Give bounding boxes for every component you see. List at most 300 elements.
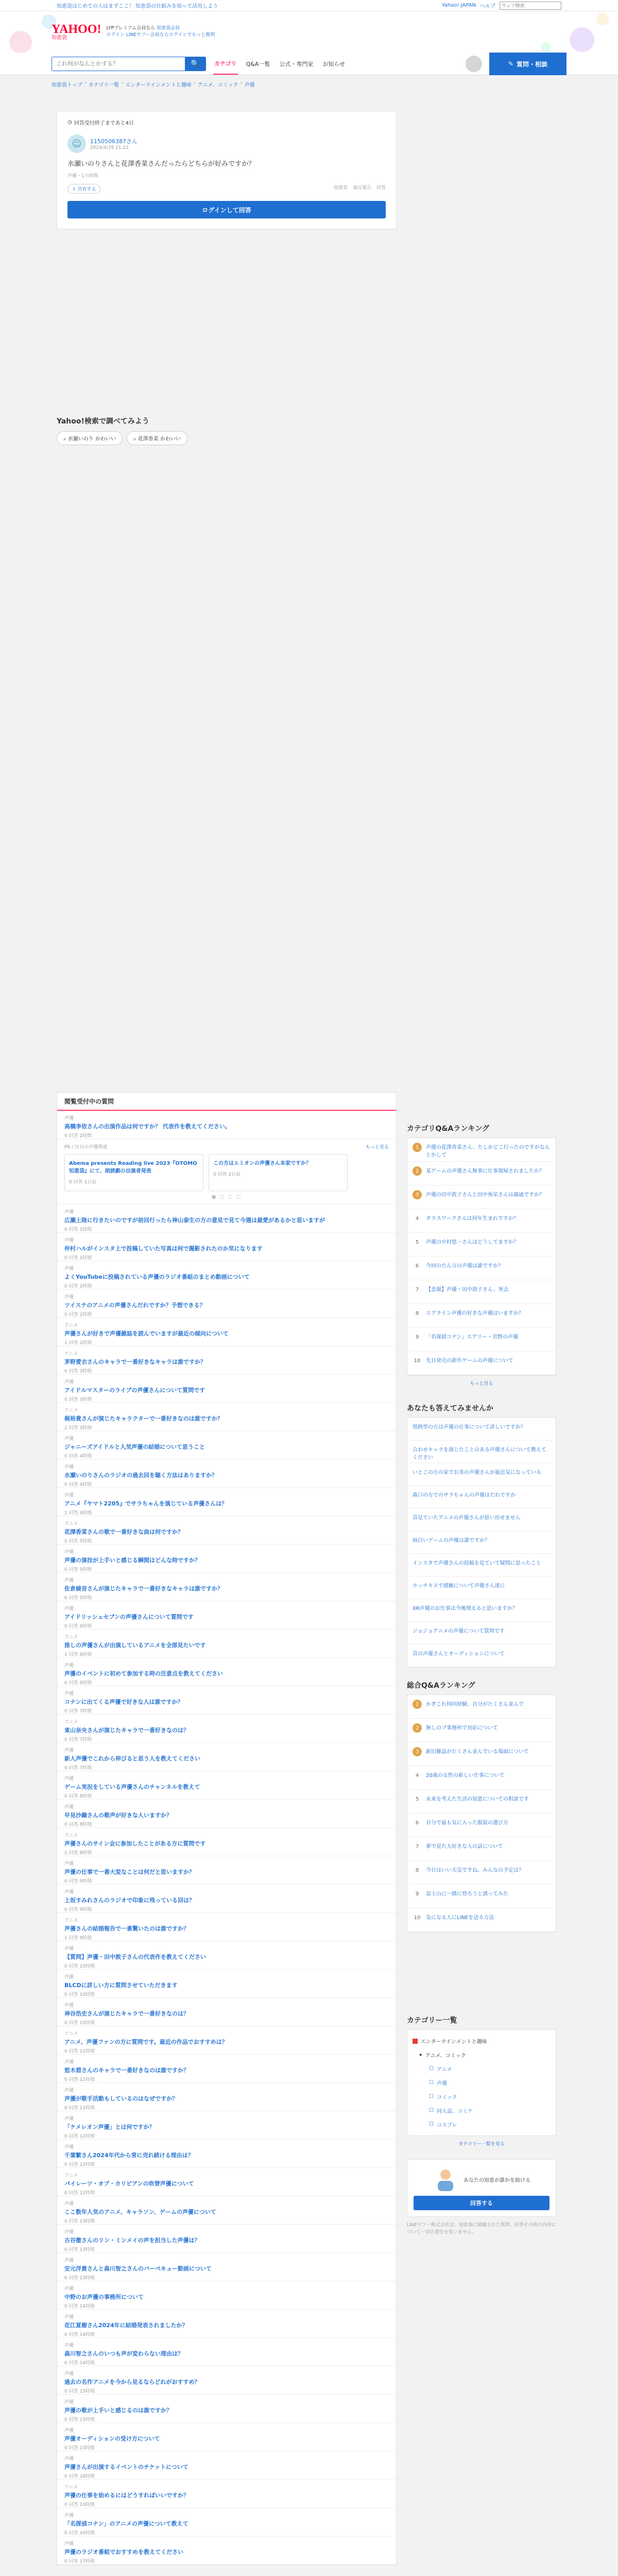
tab-official-experts[interactable]: 公式・専門家 bbox=[279, 61, 314, 67]
question-item-title[interactable]: 声優さんが出演するイベントのチケットについて bbox=[64, 2464, 188, 2470]
carousel-card[interactable] bbox=[64, 1154, 203, 1191]
ask-question-button[interactable] bbox=[489, 53, 566, 75]
question-item-meta: 0 回答 7時間 bbox=[64, 1737, 92, 1742]
question-item-meta: 0 回答 10時間 bbox=[64, 1992, 95, 1997]
question-item-category: アニメ bbox=[64, 2485, 78, 2490]
search-icon: ⌕ bbox=[133, 436, 136, 442]
list-item[interactable] bbox=[57, 2536, 396, 2565]
category-list-more-link[interactable]: カテゴリー一覧を見る bbox=[458, 2142, 505, 2147]
pr-carousel bbox=[57, 1139, 396, 1205]
list-item[interactable] bbox=[57, 1715, 396, 1743]
list-item[interactable] bbox=[57, 2225, 396, 2253]
category-label: コミック bbox=[436, 2095, 457, 2100]
question-item-meta: 0 回答 2時間 bbox=[64, 1284, 92, 1289]
question-item-meta: 1 回答 9時間 bbox=[64, 1936, 92, 1941]
ranking-item-title[interactable]: タラスワークさんは何年生まれですか？ bbox=[426, 1216, 519, 1222]
list-item[interactable] bbox=[57, 2423, 396, 2451]
top-right-links bbox=[442, 2, 561, 10]
question-item-meta: 1 回答 6時間 bbox=[64, 1652, 92, 1657]
answer-suggest-item[interactable]: 昔見ていたアニメの声優さんが思い出せません bbox=[407, 1509, 556, 1531]
ranking-item-title[interactable]: 今日はいい天気ですね、みんなの予定は？ bbox=[426, 1868, 524, 1873]
yahoo-chiebukuro-logo[interactable] bbox=[52, 23, 101, 41]
question-item-title[interactable]: ジャニーズアイドルと人気声優の結婚について思うこと bbox=[64, 1444, 205, 1450]
question-item-title[interactable]: 花澤香菜さんの歌で一番好きな曲は何ですか？ bbox=[64, 1529, 183, 1535]
first-time-notice-link[interactable]: 知恵袋はじめての人はまずここ！ 知恵袋の仕組みを知って活用しよう bbox=[57, 4, 218, 9]
rank-number: 2 bbox=[413, 1723, 422, 1733]
ranking-item[interactable] bbox=[407, 1138, 556, 1162]
ranking-item-title[interactable]: 声優の田中敦子さんと田中角栄さんは親戚ですか？ bbox=[426, 1192, 544, 1198]
login-to-answer-button[interactable]: ログインして回答 bbox=[67, 201, 386, 218]
question-item-title[interactable]: 声優さんが好きで声優雑誌を読んでいますが最近の傾向について bbox=[64, 1330, 229, 1337]
question-item-meta: 0 回答 1時間 bbox=[64, 1256, 92, 1261]
premium-promo bbox=[106, 25, 215, 39]
question-item-title[interactable]: 広瀬上陸に行きたいのですが前回行ったら神山泰生の方の意見で見て今週は最愛があるかと思いますが bbox=[64, 1217, 325, 1224]
question-item-title[interactable]: 過去の名作アニメを今から見るならどれがおすすめ？ bbox=[64, 2379, 200, 2385]
question-item-title[interactable]: 上坂すみれさんのラジオで印象に残っている回は？ bbox=[64, 1897, 195, 1904]
question-item-meta: 0 回答 5時間 bbox=[64, 1567, 92, 1572]
question-item-category: 声優 bbox=[64, 1295, 74, 1300]
ranking-item[interactable] bbox=[407, 1257, 556, 1280]
user-avatar[interactable] bbox=[466, 56, 482, 72]
question-item-title[interactable]: 声優が歌手活動もしているのはなぜですか？ bbox=[64, 2095, 178, 2102]
tab-notices[interactable]: お知らせ bbox=[322, 61, 345, 67]
question-item-meta: 0 回答 4時間 bbox=[64, 1454, 92, 1459]
answer-suggest-item[interactable]: 情熱型の方は声優の仕事について詳しいですか？ bbox=[407, 1418, 556, 1440]
list-item[interactable] bbox=[57, 1233, 396, 1261]
ranking-item[interactable] bbox=[407, 1185, 556, 1209]
rank-number: 7 bbox=[415, 1843, 419, 1850]
rank-number: 9 bbox=[415, 1334, 419, 1340]
question-item-category: 声優 bbox=[64, 2541, 74, 2547]
list-item[interactable] bbox=[57, 2111, 396, 2140]
ranking-item[interactable] bbox=[407, 1209, 556, 1233]
question-item-title[interactable]: 高橋李依さんの出演作品は何ですか？ 代表作を教えてください。 bbox=[64, 1123, 231, 1130]
question-item-title[interactable]: 推しの声優さんが出演しているアニメを全部見たいです bbox=[64, 1642, 206, 1649]
category-list-title: カテゴリー一覧 bbox=[407, 2016, 457, 2025]
answer-action[interactable]: 回答 bbox=[376, 185, 386, 191]
question-item-meta: 0 回答 5時間 bbox=[64, 1596, 92, 1601]
question-item-category: アニメ bbox=[64, 1521, 78, 1527]
ranking-item[interactable] bbox=[407, 1695, 556, 1719]
checkbox-icon: ☐ bbox=[429, 2080, 434, 2086]
question-item-title[interactable]: 花江夏樹さん2024年に結婚発表されましたか？ bbox=[64, 2322, 188, 2329]
answer-promo-box bbox=[407, 2159, 556, 2217]
question-item-title[interactable]: 早見沙織さんの歌声が好きな人いますか？ bbox=[64, 1812, 172, 1819]
search-icon: 🔍 bbox=[191, 60, 200, 68]
checkbox-icon: ☐ bbox=[429, 2066, 434, 2072]
question-item-category: 声優 bbox=[64, 2513, 74, 2518]
list-item[interactable] bbox=[57, 2281, 396, 2310]
question-item-category: 声優 bbox=[64, 1210, 74, 1215]
question-item-category: アニメ bbox=[64, 1635, 78, 1640]
list-item[interactable] bbox=[57, 1516, 396, 1545]
list-item[interactable] bbox=[57, 2338, 396, 2366]
ranking-item-title[interactable]: 今回のたん言の声優は誰ですか？ bbox=[426, 1263, 503, 1269]
list-item[interactable] bbox=[57, 1346, 396, 1375]
share-icon: ⇪ bbox=[72, 187, 76, 192]
category-item[interactable] bbox=[413, 2104, 551, 2117]
list-item[interactable] bbox=[57, 2395, 396, 2423]
question-item-category: 声優 bbox=[64, 1606, 74, 1612]
question-item-meta: 0 回答 10時間 bbox=[64, 2021, 95, 2026]
answer-suggest-item[interactable]: インスタで声優さんの投稿を見ていて疑問に思ったこと bbox=[407, 1554, 556, 1577]
list-item[interactable] bbox=[57, 2366, 396, 2395]
list-item[interactable] bbox=[57, 2026, 396, 2055]
answer-suggest-item[interactable]: 森口の方でのサラちゃんの声優はだれですか bbox=[407, 1486, 556, 1509]
question-item-meta: 0 回答 14時間 bbox=[64, 2332, 95, 2337]
report-action[interactable]: 違反報告 bbox=[352, 185, 371, 191]
search-chip[interactable] bbox=[57, 431, 123, 445]
breadcrumb-separator: › bbox=[193, 80, 196, 86]
list-item[interactable] bbox=[57, 1460, 396, 1488]
ranking-item-title[interactable]: 声優の花澤香菜さん、たしかどこ行ったのですがなんとかして bbox=[426, 1145, 550, 1158]
category-label: 同人誌、コミケ bbox=[436, 2109, 473, 2114]
question-item-category: 声優 bbox=[64, 2230, 74, 2235]
list-item[interactable] bbox=[57, 1743, 396, 1771]
question-search-input[interactable] bbox=[52, 61, 185, 67]
question-item-title[interactable]: アニメ『ヤマト2205』でサラちゃんを演じている声優さんは？ bbox=[64, 1500, 228, 1507]
pencil-icon: ✎ bbox=[508, 60, 514, 67]
list-item[interactable] bbox=[57, 2310, 396, 2338]
question-item-title[interactable]: 水瀬いのりさんのラジオの過去回を聴く方法はありますか？ bbox=[64, 1472, 217, 1479]
question-item-category: 声優 bbox=[64, 1975, 74, 1980]
category-ranking-more-link[interactable]: もっと見る bbox=[470, 1381, 493, 1386]
disclaimer-note: LINEヤフー株式会社は、知恵袋に掲載された質問、回答その他の内容について一切の責任を負いません。 bbox=[407, 2223, 556, 2235]
list-item[interactable] bbox=[57, 2253, 396, 2281]
ranking-item-title[interactable]: 声優の中村悠一さんはどうしてますか？ bbox=[426, 1240, 519, 1245]
answer-suggest-item[interactable]: 合わせキャラを演じたことのある声優さんについて教えてください bbox=[407, 1440, 556, 1463]
main-column bbox=[57, 111, 397, 229]
ranking-item[interactable] bbox=[407, 1328, 556, 1351]
search-icon: ⌕ bbox=[63, 436, 66, 442]
question-item-meta: 0 回答 15時間 bbox=[64, 2389, 95, 2394]
list-item[interactable] bbox=[57, 1828, 396, 1856]
question-item-category: 声優 bbox=[64, 1116, 74, 1121]
list-item[interactable] bbox=[57, 1488, 396, 1516]
ranking-item[interactable] bbox=[407, 1861, 556, 1885]
rank-number: 7 bbox=[415, 1286, 419, 1293]
list-item[interactable] bbox=[57, 1290, 396, 1318]
list-item[interactable] bbox=[57, 2508, 396, 2536]
question-item-category: 声優 bbox=[64, 1663, 74, 1668]
list-item[interactable] bbox=[57, 1658, 396, 1686]
breadcrumb-separator: › bbox=[84, 80, 87, 86]
breadcrumb-item-entertainment[interactable]: エンターテインメントと趣味 bbox=[125, 82, 192, 88]
login-benefit-link[interactable]: LINEヤフー会員ならログインでもっと便利 bbox=[126, 32, 215, 38]
list-item[interactable] bbox=[57, 2480, 396, 2508]
ranking-item[interactable] bbox=[407, 1742, 556, 1766]
category-label: アニメ bbox=[436, 2067, 452, 2073]
tab-category[interactable]: カテゴリ bbox=[213, 53, 238, 75]
question-item-title[interactable]: 仲村ハルがインスタ上で投稿していた写真は何で撮影されたのか気になります bbox=[64, 1245, 263, 1252]
help-link[interactable]: ヘルプ bbox=[480, 4, 495, 9]
top-utility-bar bbox=[0, 0, 618, 11]
question-item-title[interactable]: 声優の仕事を始めるにはどうすればいいですか？ bbox=[64, 2492, 189, 2499]
question-item-title[interactable]: 【質問】声優・田中敦子さんの代表作を教えてください bbox=[64, 1954, 206, 1960]
breadcrumb-item-categories[interactable]: カテゴリ一覧 bbox=[88, 82, 119, 88]
ranking-item[interactable] bbox=[407, 1766, 556, 1790]
question-item-title[interactable]: アイドリッシュセブンの声優さんについて質問です bbox=[64, 1614, 194, 1620]
web-search-input[interactable] bbox=[500, 2, 561, 10]
answer-suggest-item[interactable]: 昔の声優さんとオーディションについて bbox=[407, 1645, 556, 1667]
question-item-title[interactable]: 神谷浩史さんが演じたキャラで一番好きなのは？ bbox=[64, 2010, 189, 2017]
open-questions-title: 閲覧受付中の質問 bbox=[57, 1093, 396, 1111]
rank-number: 2 bbox=[413, 1166, 422, 1176]
question-item-title[interactable]: 古谷徹さんのリン・ミンメイの声を担当した声優は？ bbox=[64, 2237, 200, 2244]
rank-number: 9 bbox=[415, 1891, 419, 1897]
ranking-item[interactable] bbox=[407, 1885, 556, 1908]
question-item-category: 声優 bbox=[64, 2145, 74, 2150]
carousel-label: PR / 注目の声優関連 bbox=[64, 1145, 108, 1150]
question-item-title[interactable]: 安元洋貴さんと森川智之さんのバーベキュー動画について bbox=[64, 2265, 212, 2272]
list-item[interactable] bbox=[57, 1856, 396, 1885]
list-item[interactable] bbox=[57, 1431, 396, 1460]
list-item[interactable] bbox=[57, 1913, 396, 1941]
carousel-more-link[interactable]: もっと見る bbox=[365, 1145, 389, 1150]
rank-number: 10 bbox=[414, 1358, 421, 1364]
question-item-title[interactable]: 梶裕貴さんが演じたキャラクターで一番好きなのは誰ですか？ bbox=[64, 1415, 223, 1422]
ranking-item[interactable] bbox=[407, 1280, 556, 1304]
question-item-title[interactable]: 悠木碧さんのキャラで一番好きなのは誰ですか？ bbox=[64, 2067, 189, 2074]
list-item[interactable] bbox=[57, 1545, 396, 1573]
answer-suggest-item[interactable]: ホッチキスで感触について声優さん達に bbox=[407, 1577, 556, 1599]
question-item-title[interactable]: 森川智之さんのいつも声が変わらない理由は？ bbox=[64, 2350, 183, 2357]
yahoo-japan-link[interactable]: Yahoo! JAPAN bbox=[442, 3, 476, 8]
question-item-title[interactable]: よくYouTubeに投稿されている声優のラジオ番組のまとめ動画について bbox=[64, 1274, 250, 1280]
list-item[interactable] bbox=[57, 2083, 396, 2111]
question-item-meta: 1 回答 4時間 bbox=[64, 1511, 92, 1516]
question-item-category: 声優 bbox=[64, 1465, 74, 1470]
list-item[interactable] bbox=[57, 1318, 396, 1346]
question-item-title[interactable]: パイレーツ・オブ・カリビアンの吹替声優について bbox=[64, 2180, 194, 2187]
question-text: 水瀬いのりさんと花澤香菜さんだったらどちらが好みですか？ bbox=[67, 160, 255, 168]
answer-suggest-item[interactable]: いとこの方の家でお茶の声優さんが最近気になっている bbox=[407, 1463, 556, 1486]
share-button[interactable] bbox=[67, 184, 100, 194]
category-item[interactable] bbox=[413, 2090, 551, 2104]
premium-member-link[interactable]: 知恵袋会員 bbox=[157, 25, 180, 31]
promo-text: あなたの知恵が誰かを助ける bbox=[464, 2177, 530, 2183]
search-chips bbox=[57, 431, 397, 445]
carousel-card[interactable] bbox=[209, 1154, 348, 1191]
question-meta-row bbox=[67, 184, 386, 194]
ranking-item[interactable] bbox=[407, 1719, 556, 1742]
question-item-title[interactable]: コナンに出てくる声優で好きな人は誰ですか？ bbox=[64, 1699, 183, 1705]
ranking-item-title[interactable]: 夢で見た大好きな人の話について bbox=[426, 1844, 503, 1850]
question-item-title[interactable]: 声優さんの結婚報告で一番驚いたのは誰ですか？ bbox=[64, 1925, 189, 1932]
list-item[interactable] bbox=[57, 1573, 396, 1601]
ranking-item-title[interactable]: 「名探偵コナン」エアリー・宮野の声優 bbox=[426, 1334, 519, 1340]
question-item-meta: 0 回答 16時間 bbox=[64, 2474, 95, 2479]
category-label: エンターテインメントと趣味 bbox=[421, 2039, 487, 2045]
login-link[interactable]: ログイン bbox=[106, 32, 125, 38]
question-item-category: 声優 bbox=[64, 1238, 74, 1243]
checkbox-icon: ☐ bbox=[429, 2122, 434, 2127]
ranking-item[interactable] bbox=[407, 1814, 556, 1837]
search-chip[interactable] bbox=[127, 431, 187, 445]
list-item[interactable] bbox=[57, 1800, 396, 1828]
question-item-title[interactable]: 「名探偵コナン」のアニメの声優について教えて bbox=[64, 2520, 188, 2527]
question-item-title[interactable]: ツイステのアニメの声優さんだれですか？予想できる？ bbox=[64, 1302, 205, 1309]
question-category[interactable]: 声優・1小時間 bbox=[67, 174, 98, 179]
answer-suggest-item[interactable]: ジョジョアニメの声優について質問です bbox=[407, 1622, 556, 1645]
list-item[interactable] bbox=[57, 1111, 396, 1139]
ranking-item[interactable] bbox=[407, 1351, 556, 1375]
list-item[interactable] bbox=[57, 1941, 396, 1970]
category-item[interactable] bbox=[413, 2034, 551, 2048]
category-item[interactable] bbox=[413, 2117, 551, 2131]
question-item-title[interactable]: 声優の歌が上手いと感じるのは誰ですか？ bbox=[64, 2407, 172, 2414]
rank-number: 3 bbox=[413, 1190, 422, 1199]
breadcrumb-item-voice-actor: 声優 bbox=[244, 82, 255, 88]
promo-person-icon bbox=[433, 2167, 458, 2191]
question-item-title[interactable]: 声優の演技が上手いと感じる瞬間はどんな時ですか？ bbox=[64, 1557, 200, 1564]
category-ranking-title: カテゴリQ&Aランキング bbox=[407, 1125, 489, 1133]
question-date: 2024/4/29 21:22 bbox=[90, 145, 129, 150]
question-item-category: 声優 bbox=[64, 2088, 74, 2093]
category-ranking-list bbox=[407, 1138, 556, 1376]
ranking-item-title[interactable]: 20歳の女性の新しい仕事について bbox=[426, 1773, 505, 1778]
question-item-category: 声優 bbox=[64, 1946, 74, 1952]
question-item-category: アニメ bbox=[64, 2031, 78, 2037]
ranking-item-title[interactable]: 某ゲームの声優さん無事に仕事復帰されましたか？ bbox=[426, 1168, 544, 1174]
search-button[interactable] bbox=[185, 57, 205, 71]
question-item-category: アニメ bbox=[64, 1323, 78, 1328]
ranking-item-title[interactable]: 【悲報】声優・田中敦子さん、死去 bbox=[426, 1287, 509, 1293]
category-label: 声優 bbox=[436, 2081, 447, 2087]
category-item[interactable] bbox=[413, 2062, 551, 2076]
answer-suggest-item[interactable]: XR声優のお仕事は今後増えると思いますか？ bbox=[407, 1599, 556, 1622]
list-item[interactable] bbox=[57, 1375, 396, 1403]
ranking-item[interactable] bbox=[407, 1304, 556, 1328]
list-item[interactable] bbox=[57, 1601, 396, 1630]
question-item-title[interactable]: BLCDに詳しい方に質問させていただきます bbox=[64, 1982, 178, 1989]
asker-name[interactable]: 1150506387さん bbox=[90, 138, 138, 145]
question-item-meta: 0 回答 13時間 bbox=[64, 2247, 95, 2252]
breadcrumb-item-top[interactable]: 知恵袋トップ bbox=[52, 82, 82, 88]
list-item[interactable] bbox=[57, 2140, 396, 2168]
question-item-meta: 0 回答 10時間 bbox=[64, 1964, 95, 1969]
question-item-title[interactable]: 声優オーディションの受け方について bbox=[64, 2435, 160, 2442]
ranking-item-title[interactable]: 自分で最も気に入った服装の選び方 bbox=[426, 1820, 508, 1826]
promo-answer-button[interactable]: 回答する bbox=[414, 2196, 550, 2210]
list-item[interactable] bbox=[57, 1970, 396, 1998]
tab-qa-list[interactable]: Q&A一覧 bbox=[246, 61, 270, 67]
question-item-meta: 0 回答 3時間 bbox=[64, 1369, 92, 1374]
question-item-title[interactable]: 声優のイベントに初めて参加する時の注意点を教えてください bbox=[64, 1670, 223, 1677]
question-item-category: 声優 bbox=[64, 1861, 74, 1867]
rank-number: 1 bbox=[413, 1700, 422, 1709]
list-item[interactable] bbox=[57, 1885, 396, 1913]
question-item-title[interactable]: 千葉繁さん2024年代から常に売れ続ける理由は？ bbox=[64, 2152, 194, 2159]
ranking-item-title[interactable]: 先日発売の新作ゲームの声優について bbox=[426, 1358, 513, 1364]
question-item-title[interactable]: 佐倉綾音さんが演じたキャラで一番好きなキャラは誰ですか？ bbox=[64, 1585, 223, 1592]
list-item[interactable] bbox=[57, 2168, 396, 2196]
logo-text: YAHOO! bbox=[52, 23, 101, 36]
question-item-title[interactable]: アニメ、声優ファンの方に質問です。最近の作品でおすすめは？ bbox=[64, 2039, 228, 2045]
list-item[interactable] bbox=[57, 1403, 396, 1431]
category-item[interactable] bbox=[413, 2076, 551, 2090]
question-item-meta: 0 回答 6時間 bbox=[64, 1624, 92, 1629]
question-item-title[interactable]: 東山奈央さんが演じたキャラで一番好きなのは？ bbox=[64, 1727, 189, 1734]
question-item-meta: 0 回答 4時間 bbox=[64, 1482, 92, 1487]
carousel-dots[interactable]: ● ○ ○ ○ bbox=[211, 1194, 242, 1200]
question-item-meta: 0 回答 8時間 bbox=[64, 1794, 92, 1799]
list-item[interactable] bbox=[57, 1686, 396, 1715]
list-item[interactable] bbox=[57, 1205, 396, 1233]
ranking-item-title[interactable]: 新旧雑誌がたくさん並んでいる場面について bbox=[426, 1749, 529, 1755]
breadcrumb-separator: › bbox=[121, 80, 124, 86]
ranking-item-title[interactable]: 気になる人にLINEを送る方法 bbox=[426, 1915, 494, 1921]
ranking-item-title[interactable]: エアライン声優の好きな声優はいますか？ bbox=[426, 1311, 524, 1316]
ranking-item[interactable] bbox=[407, 1233, 556, 1257]
breadcrumb-item-anime-comic[interactable]: アニメ、コミック bbox=[197, 82, 238, 88]
ranking-item-title[interactable]: 未来を考えた生活の知恵についての相談です bbox=[426, 1797, 529, 1802]
question-item-meta: 0 回答 9時間 bbox=[64, 1879, 92, 1884]
ranking-item[interactable] bbox=[407, 1837, 556, 1861]
carousel-card-title: この方はエミオンの声優さん本家ですか？ bbox=[213, 1161, 311, 1166]
list-item[interactable] bbox=[57, 1261, 396, 1290]
ranking-item-title[interactable]: 無しのプ事務所で対応について bbox=[426, 1725, 498, 1731]
list-item[interactable] bbox=[57, 2451, 396, 2480]
question-item-title[interactable]: ゲーム実況をしている声優さんのチャンネルを教えて bbox=[64, 1784, 200, 1790]
category-label: コスプレ bbox=[436, 2123, 457, 2128]
list-item[interactable] bbox=[57, 2055, 396, 2083]
question-item-title[interactable]: 声優の仕事で一番大変なことは何だと思いますか？ bbox=[64, 1869, 195, 1875]
question-item-category: 声優 bbox=[64, 2428, 74, 2433]
question-item-title[interactable]: 中野のお声優の事務所について bbox=[64, 2294, 144, 2300]
question-item-meta: 0 回答 7時間 bbox=[64, 1766, 92, 1771]
question-item-title[interactable]: 声優さんのサイン会に参加したことがある方に質問です bbox=[64, 1840, 206, 1847]
asker-avatar[interactable]: ☺ bbox=[67, 134, 86, 153]
ranking-item[interactable] bbox=[407, 1162, 556, 1185]
ranking-item-title[interactable]: 富士山に一緒に登ろうと誘ってみた bbox=[426, 1891, 508, 1897]
ranking-item[interactable] bbox=[407, 1908, 556, 1932]
question-item-category: アニメ bbox=[64, 1351, 78, 1357]
rank-number: 3 bbox=[413, 1747, 422, 1756]
question-item-meta: 0 回答 7時間 bbox=[64, 1709, 92, 1714]
chiebukuro-action[interactable]: 知恵袋 bbox=[333, 185, 348, 191]
category-tree bbox=[407, 2029, 556, 2136]
question-item-category: 声優 bbox=[64, 1890, 74, 1895]
question-item-title[interactable]: 茅野愛衣さんのキャラで一番好きなキャラは誰ですか？ bbox=[64, 1359, 206, 1365]
question-item-title[interactable]: 声優のラジオ番組でおすすめを教えてください bbox=[64, 2549, 184, 2555]
answer-suggest-item[interactable]: 面白いゲームの声優は誰ですか？ bbox=[407, 1531, 556, 1554]
list-item[interactable] bbox=[57, 1630, 396, 1658]
question-item-title[interactable]: 「ケメレオン声優」とは何ですか？ bbox=[64, 2124, 155, 2130]
question-item-meta: 0 回答 5時間 bbox=[64, 1539, 92, 1544]
list-item[interactable] bbox=[57, 1771, 396, 1800]
category-item[interactable] bbox=[413, 2048, 551, 2062]
premium-promo-text: LYPプレミアム会員なら bbox=[106, 25, 156, 31]
ranking-item-title[interactable]: かぎこれ何回経験、自分がたくさん並んで bbox=[426, 1702, 524, 1707]
question-item-title[interactable]: 新人声優でこれから伸びると思う人を教えてください bbox=[64, 1755, 200, 1762]
rank-number: 8 bbox=[415, 1310, 419, 1316]
question-item-meta: 0 回答 2時間 bbox=[64, 1133, 92, 1139]
clock-icon: ◷ bbox=[67, 120, 72, 125]
folder-icon: ▸ bbox=[420, 2052, 423, 2058]
question-item-title[interactable]: アイドルマスターのライブの声優さんについて質問です bbox=[64, 1387, 205, 1394]
list-item[interactable] bbox=[57, 1998, 396, 2026]
ranking-item[interactable] bbox=[407, 1790, 556, 1814]
question-item-meta: 0 回答 1時間 bbox=[64, 1227, 92, 1232]
question-item-category: 声優 bbox=[64, 2456, 74, 2462]
list-item[interactable] bbox=[57, 2196, 396, 2225]
question-item-meta: 0 回答 9時間 bbox=[64, 1907, 92, 1912]
question-item-title[interactable]: ここ数年人気のアニメ、キャラソン、ゲームの声優について bbox=[64, 2209, 216, 2215]
question-item-meta: 0 回答 11時間 bbox=[64, 2049, 95, 2054]
question-item-meta: 0 回答 3時間 bbox=[64, 1397, 92, 1402]
question-item-category: 声優 bbox=[64, 2343, 74, 2348]
